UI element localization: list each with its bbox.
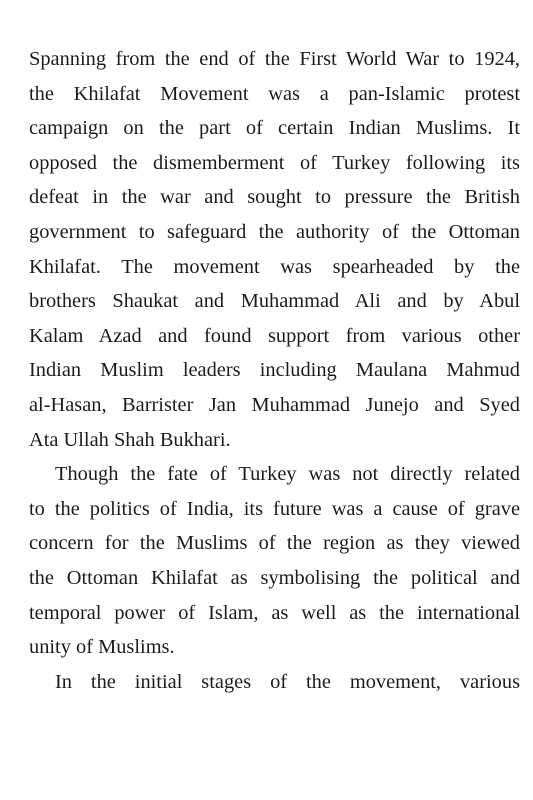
text-line: Ata Ullah Shah Bukhari. — [29, 428, 231, 451]
text-line: Indian Muslim leaders including Maulana Mahmud — [29, 359, 520, 382]
text-line: al-Hasan, Barrister Jan Muhammad Junejo and Syed — [29, 393, 520, 416]
text-line: brothers Shaukat and Muhammad Ali and by Abul — [29, 290, 520, 313]
text-line: Though the fate of Turkey was not directly related — [55, 463, 520, 486]
paragraph-1 — [29, 42, 520, 457]
text-line: concern for the Muslims of the region as they viewed — [29, 532, 520, 555]
text-line: unity of Muslims. — [29, 636, 175, 659]
paragraph-3 — [29, 665, 520, 700]
text-line: Kalam Azad and found support from various other — [29, 324, 520, 347]
text-line: Spanning from the end of the First World War to 1924, — [29, 48, 520, 70]
text-line: opposed the dismemberment of Turkey following its — [29, 151, 520, 174]
text-line: Khilafat. The movement was spearheaded by the — [29, 255, 520, 278]
text-line: government to safeguard the authority of the Ottoman — [29, 220, 520, 243]
paragraph-2 — [29, 457, 520, 665]
text-line: to the politics of India, its future was a cause of grave — [29, 497, 520, 520]
text-line: the Ottoman Khilafat as symbolising the political and — [29, 566, 520, 589]
document-page — [29, 42, 520, 699]
text-line: In the initial stages of the movement, various — [55, 670, 520, 693]
text-line: the Khilafat Movement was a pan-Islamic protest — [29, 82, 520, 105]
text-line: campaign on the part of certain Indian Muslims. It — [29, 117, 520, 140]
text-line: temporal power of Islam, as well as the international — [29, 601, 520, 624]
text-line: defeat in the war and sought to pressure the British — [29, 186, 520, 209]
